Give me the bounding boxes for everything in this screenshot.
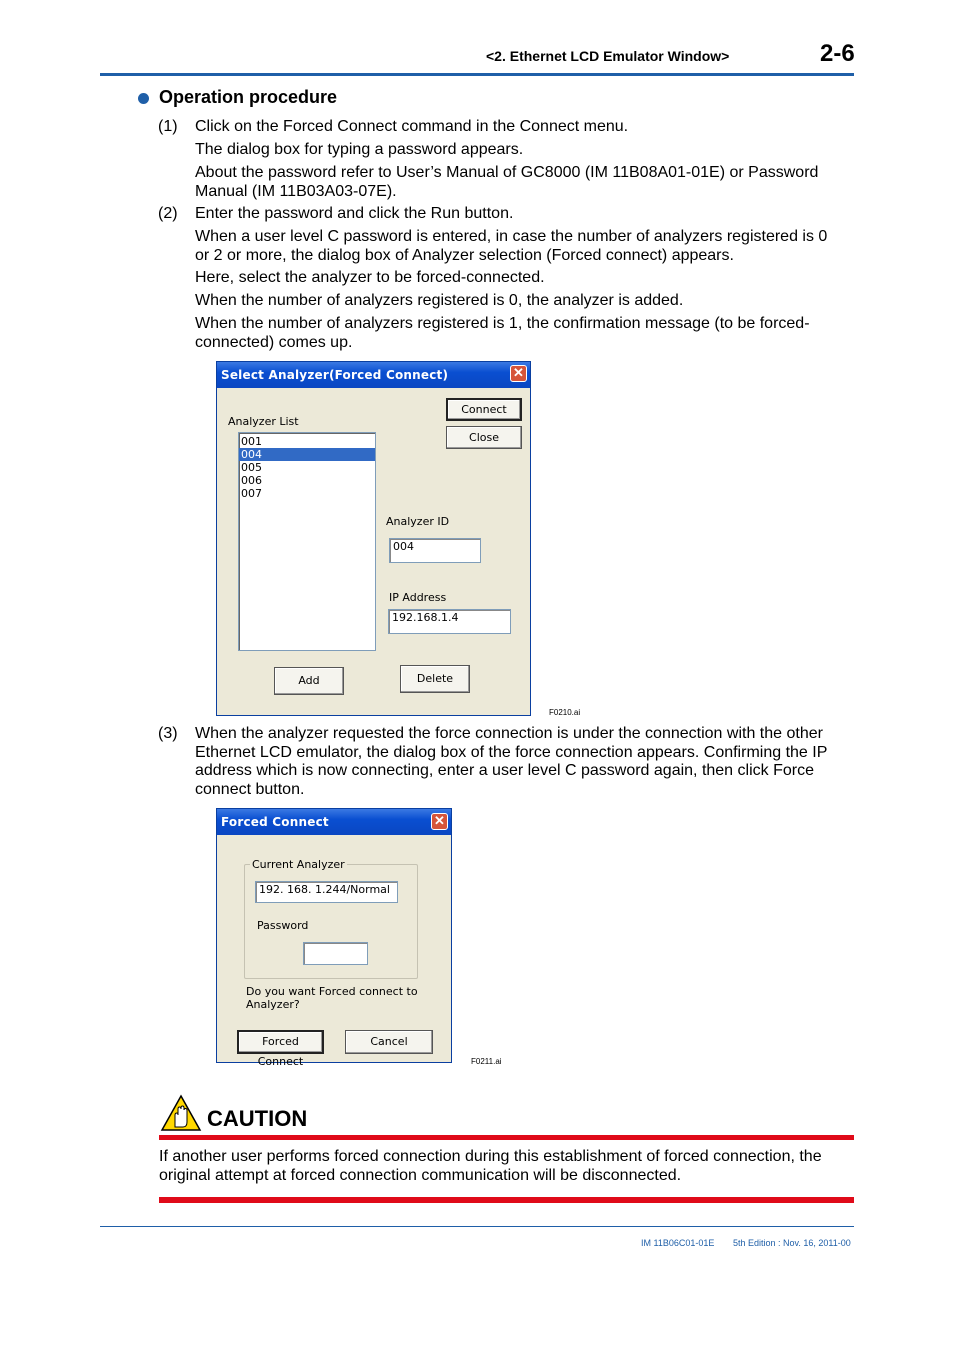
cancel-button[interactable]: Cancel [345, 1030, 433, 1054]
ip-address-label: IP Address [389, 591, 447, 604]
bullet-icon [138, 93, 149, 104]
caution-bottom-bar [159, 1197, 854, 1203]
analyzer-listbox[interactable] [238, 432, 376, 651]
analyzer-list-item[interactable]: 007 [241, 487, 262, 500]
close-icon[interactable]: ✕ [431, 813, 448, 830]
confirm-question: Analyzer? [246, 998, 300, 1011]
step-text: Enter the password and click the Run button. [195, 205, 514, 222]
analyzer-list-label: Analyzer List [228, 415, 299, 428]
step-text: Here, select the analyzer to be forced-connected. [195, 269, 545, 286]
figure-id: F0211.ai [471, 1057, 502, 1066]
header-rule [100, 73, 854, 76]
step-number: (1) [158, 118, 178, 135]
current-analyzer-field: 192. 168. 1.244/Normal [255, 881, 398, 903]
close-icon[interactable]: ✕ [510, 365, 527, 382]
figure-id: F0210.ai [549, 708, 581, 717]
delete-button[interactable]: Delete [400, 665, 470, 693]
forced-connect-button[interactable]: Forced Connect [237, 1030, 324, 1054]
analyzer-list-item[interactable]: 004 [239, 448, 375, 461]
analyzer-id-label: Analyzer ID [386, 515, 450, 528]
current-analyzer-label: Current Analyzer [252, 858, 345, 871]
step-text: The dialog box for typing a password appears. [195, 141, 524, 158]
password-field[interactable] [303, 942, 368, 965]
step-text: When a user level C password is entered, in case the number of analyzers registered is 0 or 2 or more, the dialog box of Analyzer selection (Forced connect) appears. [195, 228, 828, 264]
chapter-title: <2. Ethernet LCD Emulator Window> [486, 48, 730, 64]
step-text: Click on the Forced Connect command in the Connect menu. [195, 118, 629, 135]
section-title: Operation procedure [159, 87, 338, 107]
caution-title: CAUTION [207, 1106, 308, 1131]
step-text: When the number of analyzers registered is 1, the confirmation message (to be forced-connected) comes up. [195, 315, 810, 351]
edition-info: 5th Edition : Nov. 16, 2011-00 [733, 1238, 851, 1248]
analyzer-list-item[interactable]: 006 [241, 474, 262, 487]
footer-rule [100, 1226, 854, 1227]
forced-connect-dialog [216, 808, 452, 1068]
page-number: 2-6 [820, 40, 855, 67]
analyzer-list-item[interactable]: 005 [241, 461, 262, 474]
password-label: Password [257, 919, 309, 932]
step-text: About the password refer to User’s Manual of GC8000 (IM 11B08A01-01E) or Password Manual (IM 11B03A03-07E). [195, 164, 819, 200]
select-analyzer-dialog [216, 361, 531, 716]
analyzer-id-field[interactable]: 004 [389, 538, 481, 563]
dialog-title: Select Analyzer(Forced Connect) [217, 362, 530, 388]
step-number: (3) [158, 725, 178, 742]
add-button[interactable]: Add [274, 667, 344, 695]
step-text: When the analyzer requested the force connection is under the connection with the other Ethernet LCD emulator, the dialog box of the force connection appears. Confirming the IP address which is now connecting, enter a user level C password again, then click Force connect button. [195, 725, 828, 798]
caution-hand-icon [160, 1094, 202, 1132]
step-text: When the number of analyzers registered is 0, the analyzer is added. [195, 292, 684, 309]
document-id: IM 11B06C01-01E [641, 1238, 715, 1248]
confirm-question: Do you want Forced connect to [246, 985, 418, 998]
close-button[interactable]: Close [446, 426, 522, 449]
step-number: (2) [158, 205, 178, 222]
caution-text: If another user performs forced connection during this establishment of forced connection, the original attempt at forced connection communication will be disconnected. [159, 1148, 822, 1184]
caution-top-bar [159, 1135, 854, 1140]
dialog-title: Forced Connect [217, 809, 451, 835]
connect-button[interactable]: Connect [446, 398, 522, 421]
ip-address-field[interactable]: 192.168.1.4 [388, 609, 511, 634]
analyzer-list-item[interactable]: 001 [241, 435, 262, 448]
